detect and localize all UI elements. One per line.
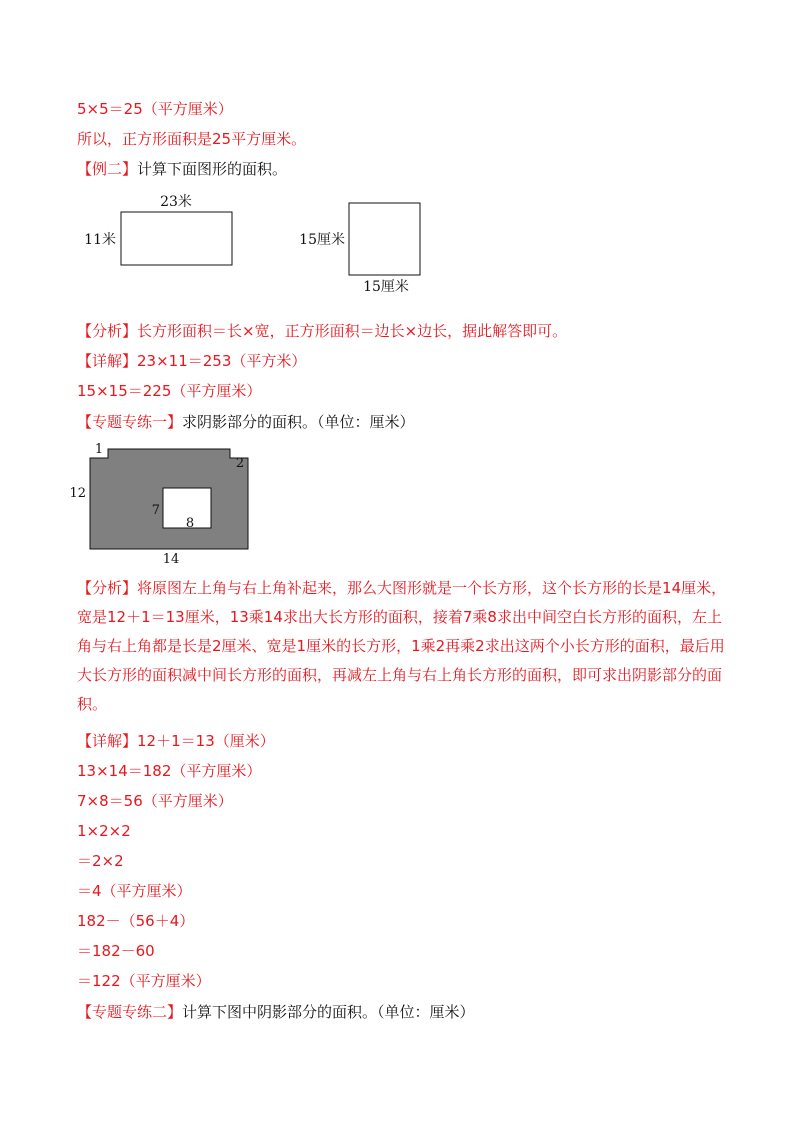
label-12: 12 bbox=[69, 486, 86, 501]
rectangle-shape bbox=[121, 212, 232, 265]
detail-one-line-two: 15×15＝225（平方厘米） bbox=[77, 382, 262, 400]
analysis-one-text: 长方形面积＝长×宽，正方形面积＝边长×边长，据此解答即可。 bbox=[137, 322, 568, 340]
label-14: 14 bbox=[162, 552, 180, 567]
shaded-figure bbox=[68, 436, 268, 568]
calc-line-5: ＝4（平方厘米） bbox=[77, 882, 192, 900]
analysis-one-tag: 【分析】 bbox=[77, 322, 138, 340]
calc-line-1: 13×14＝182（平方厘米） bbox=[77, 762, 262, 780]
special-practice-one bbox=[77, 413, 415, 431]
special-practice-two bbox=[77, 1003, 475, 1021]
calc-line-6: 182－（56＋4） bbox=[77, 912, 195, 930]
label-2: 2 bbox=[235, 456, 245, 471]
rectangle-figure bbox=[80, 188, 250, 272]
square-figure bbox=[298, 196, 438, 300]
analysis-two bbox=[77, 574, 727, 719]
calc-line-3: 1×2×2 bbox=[77, 822, 131, 840]
analysis-one bbox=[77, 322, 567, 340]
rectangle-top-label: 23米 bbox=[160, 194, 192, 210]
calc-line-square-area: 5×5＝25（平方厘米） bbox=[77, 100, 233, 118]
square-left-label: 15厘米 bbox=[299, 232, 345, 248]
label-8: 8 bbox=[185, 516, 195, 531]
calc-line-7: ＝182－60 bbox=[77, 942, 155, 960]
special-practice-two-question: 计算下图中阴影部分的面积。（单位：厘米） bbox=[182, 1003, 475, 1021]
example-two-tag: 【例二】 bbox=[77, 160, 138, 178]
label-7: 7 bbox=[151, 503, 160, 518]
detail-one-text: 23×11＝253（平方米） bbox=[137, 352, 307, 370]
detail-two-text: 12＋1＝13（厘米） bbox=[137, 732, 275, 750]
conclusion-line: 所以，正方形面积是25平方厘米。 bbox=[77, 130, 307, 148]
calc-line-8: ＝122（平方厘米） bbox=[77, 972, 211, 990]
square-bottom-label: 15厘米 bbox=[363, 279, 409, 295]
example-two-heading bbox=[77, 160, 287, 178]
detail-two bbox=[77, 732, 275, 750]
detail-one-tag: 【详解】 bbox=[77, 352, 138, 370]
example-two-question: 计算下面图形的面积。 bbox=[137, 160, 288, 178]
square-shape bbox=[349, 203, 420, 275]
special-practice-two-tag: 【专题专练二】 bbox=[77, 1003, 183, 1021]
calc-line-4: ＝2×2 bbox=[77, 852, 124, 870]
analysis-two-text: 将原图左上角与右上角补起来，那么大图形就是一个长方形，这个长方形的长是14厘米，宽是12＋1＝13厘米，13乘14求出大长方形的面积，接着7乘8求出中间空白长方形的面积，左上角与右上角都是长是2厘米、宽是1厘米的长方形，1乘2再乘2求出这两个小长方形的面积，最后用大长方形的面积减中间长方形的面积，再减左上角与右上角长方形的面积，即可求出阴影部分的面积。 bbox=[77, 579, 727, 713]
detail-two-tag: 【详解】 bbox=[77, 732, 138, 750]
detail-one bbox=[77, 352, 306, 370]
rectangle-left-label: 11米 bbox=[84, 232, 116, 248]
calc-line-2: 7×8＝56（平方厘米） bbox=[77, 792, 233, 810]
analysis-two-tag: 【分析】 bbox=[77, 579, 138, 597]
special-practice-one-question: 求阴影部分的面积。（单位：厘米） bbox=[182, 413, 415, 431]
special-practice-one-tag: 【专题专练一】 bbox=[77, 413, 183, 431]
label-1: 1 bbox=[94, 442, 104, 457]
